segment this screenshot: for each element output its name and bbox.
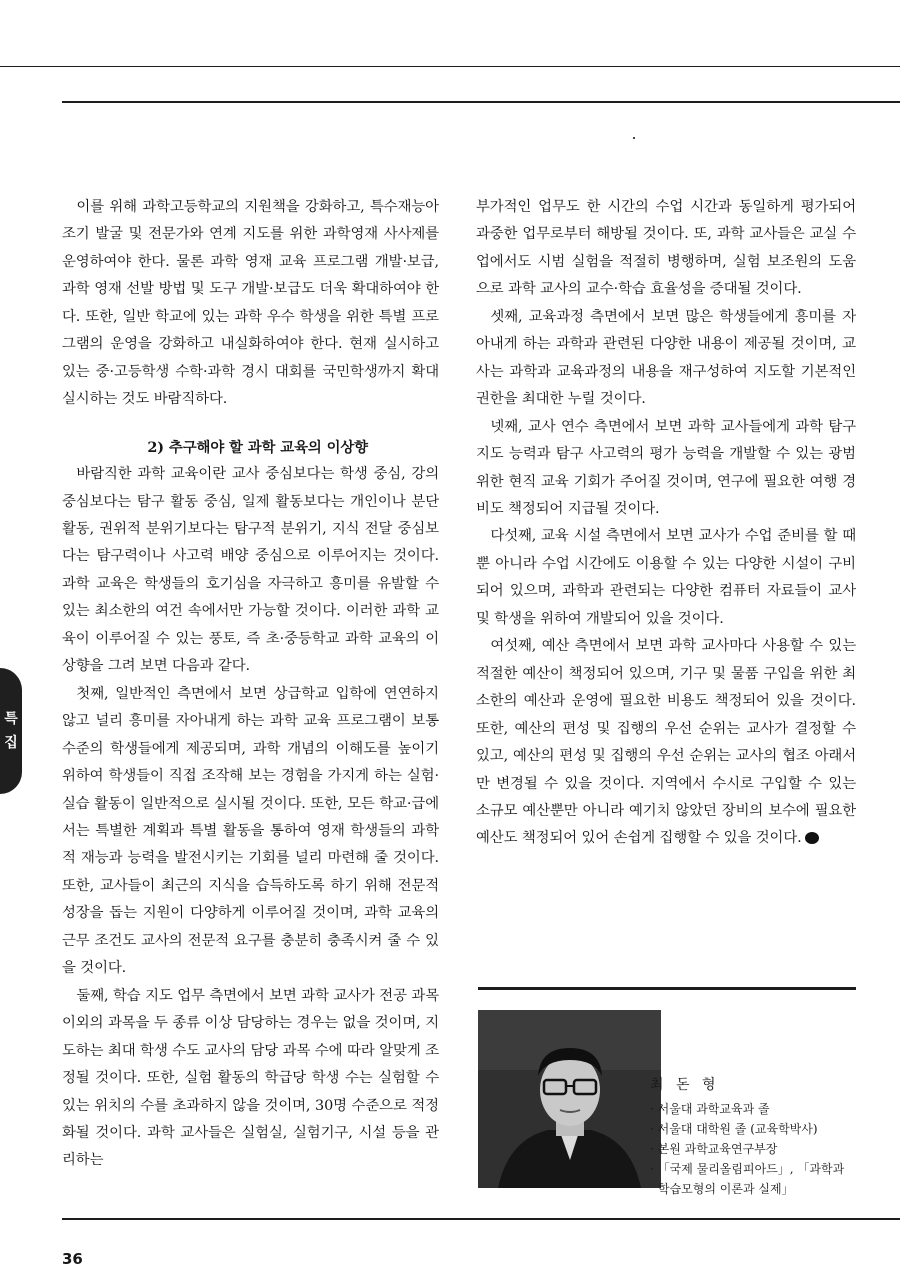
author-credential: 학습모형의 이론과 실제」 xyxy=(658,1182,794,1196)
author-credential: · 서울대 과학교육과 졸 xyxy=(650,1102,770,1116)
section-tab xyxy=(0,668,22,794)
right-paragraph-3: 넷째, 교사 연수 측면에서 보면 과학 교사들에게 과학 탐구 지도 능력과 탐구 사고력의 평가 능력을 개발할 수 있는 광범위한 현직 교육 기회가 주어질 것이며, 연구에 필요한 여행 경비도 책정되어 지급될 것이다. xyxy=(476,418,856,517)
author-credential: · 「국제 물리올림피아드」, 「과학과 xyxy=(650,1162,845,1176)
author-credential: · 서울대 대학원 졸 (교육학박사) xyxy=(650,1122,818,1136)
end-mark-icon xyxy=(805,832,819,844)
right-paragraph-1: 부가적인 업무도 한 시간의 수업 시간과 동일하게 평가되어 과중한 업무로부터 해방될 것이다. 또, 과학 교사들은 교실 수업에서도 시범 실험을 적절히 병행하며, 실험 보조원의 도움으로 과학 교사의 교수·학습 효율성을 증대될 것이다. xyxy=(476,199,856,298)
author-name: 최 돈 형 xyxy=(650,1077,720,1093)
header-rule-thin xyxy=(0,66,900,67)
left-paragraph-1: 이를 위해 과학고등학교의 지원책을 강화하고, 특수재능아 조기 발굴 및 전문가와 연계 지도를 위한 과학영재 사사제를 운영하여야 한다. 물론 과학 영재 교육 프로그램 개발·보급, 과학 영재 선발 방법 및 도구 개발·보급도 더욱 확대하여야 한다. 또한, 일반 학교에 있는 과학 우수 학생을 위한 특별 프로그램의 운영을 강화하고 내실화하여야 한다. 현재 실시하고 있는 중·고등학생 수학·과학 경시 대회를 국민학생까지 확대 실시하는 것도 바람직하다. xyxy=(62,199,439,408)
right-column xyxy=(476,194,856,853)
left-paragraph-2: 바람직한 과학 교육이란 교사 중심보다는 학생 중심, 강의 중심보다는 탐구 활동 중심, 일제 활동보다는 개인이나 분단 활동, 권위적 분위기보다는 탐구적 분위기, 지식 전달 중심보다는 탐구력이나 사고력 배양 중심으로 이루어지는 것이다. 과학 교육은 학생들의 호기심을 자극하고 흥미를 유발할 수 있는 최소한의 여건 속에서만 가능할 것이다. 이러한 과학 교육이 이루어질 수 있는 풍토, 즉 초·중등학교 과학 교육의 이상향을 그려 보면 다음과 같다. xyxy=(62,466,439,675)
author-photo xyxy=(478,1010,661,1188)
header-rule-thick xyxy=(62,101,900,103)
left-paragraph-4: 둘째, 학습 지도 업무 측면에서 보면 과학 교사가 전공 과목 이외의 과목을 두 종류 이상 담당하는 경우는 없을 것이며, 지도하는 최대 학생 수도 교사의 담당 과목 수에 따라 알맞게 조정될 것이다. 또한, 실험 활동의 학급당 학생 수는 실험할 수 있는 위치의 수를 초과하지 않을 것이며, 30명 수준으로 적정화될 것이다. 과학 교사들은 실험실, 실험기구, 시설 등을 관리하는 xyxy=(62,987,439,1169)
section-heading: 2) 추구해야 할 과학 교육의 이상향 xyxy=(147,438,368,456)
right-paragraph-2: 셋째, 교육과정 측면에서 보면 많은 학생들에게 흥미를 자아내게 하는 과학과 관련된 다양한 내용이 제공될 것이며, 교사는 과학과 교육과정의 내용을 재구성하여 지도할 기본적인 권한을 최대한 누릴 것이다. xyxy=(476,308,856,408)
print-speck xyxy=(633,137,635,139)
left-column xyxy=(62,194,439,1175)
right-paragraph-5-text: 여섯째, 예산 측면에서 보면 과학 교사마다 사용할 수 있는 적절한 예산이 책정되어 있으며, 기구 및 물품 구입을 위한 최소한의 예산과 운영에 필요한 비용도 책정되어 있을 것이다. 또한, 예산의 편성 및 집행의 우선 순위는 교사가 결정할 수 있고, 예산의 편성 및 집행의 우선 순위는 교사의 협조 아래서만 변경될 수 있을 것이다. 지역에서 수시로 구입할 수 있는 소규모 예산뿐만 아니라 예기치 않았던 장비의 보수에 필요한 예산도 책정되어 있어 손쉽게 집행할 수 있을 것이다. xyxy=(476,638,856,847)
author-separator xyxy=(478,987,856,990)
section-tab-char-2: 집 xyxy=(4,735,18,751)
author-credential: · 본원 과학교육연구부장 xyxy=(650,1142,778,1156)
author-info xyxy=(650,1075,870,1199)
footer-rule xyxy=(62,1218,900,1220)
right-paragraph-4: 다섯째, 교육 시설 측면에서 보면 교사가 수업 준비를 할 때뿐 아니라 수업 시간에도 이용할 수 있는 다양한 시설이 구비되어 있으며, 과학과 관련되는 다양한 컴퓨터 자료들이 교사 및 학생을 위하여 개발되어 있을 것이다. xyxy=(476,528,856,627)
right-paragraph-5 xyxy=(476,633,856,853)
section-tab-char-1: 특 xyxy=(4,711,18,727)
left-paragraph-3: 첫째, 일반적인 측면에서 보면 상급학교 입학에 연연하지 않고 널리 흥미를 자아내게 하는 과학 교육 프로그램이 보통 수준의 학생들에게 제공되며, 과학 개념의 이해도를 높이기 위하여 학생들이 직접 조작해 보는 경험을 가지게 하는 실험·실습 활동이 일반적으로 실시될 것이다. 또한, 모든 학교·급에서는 특별한 계획과 특별 활동을 통하여 영재 학생들의 과학적 재능과 능력을 발전시키는 기회를 널리 마련해 줄 것이다. 또한, 교사들이 최근의 지식을 습득하도록 하기 위해 전문적 성장을 돕는 지원이 다양하게 이루어질 것이며, 과학 교육의 근무 조건도 교사의 전문적 요구를 충분히 충족시켜 줄 수 있을 것이다. xyxy=(62,685,439,977)
page-number: 36 xyxy=(62,1250,83,1268)
